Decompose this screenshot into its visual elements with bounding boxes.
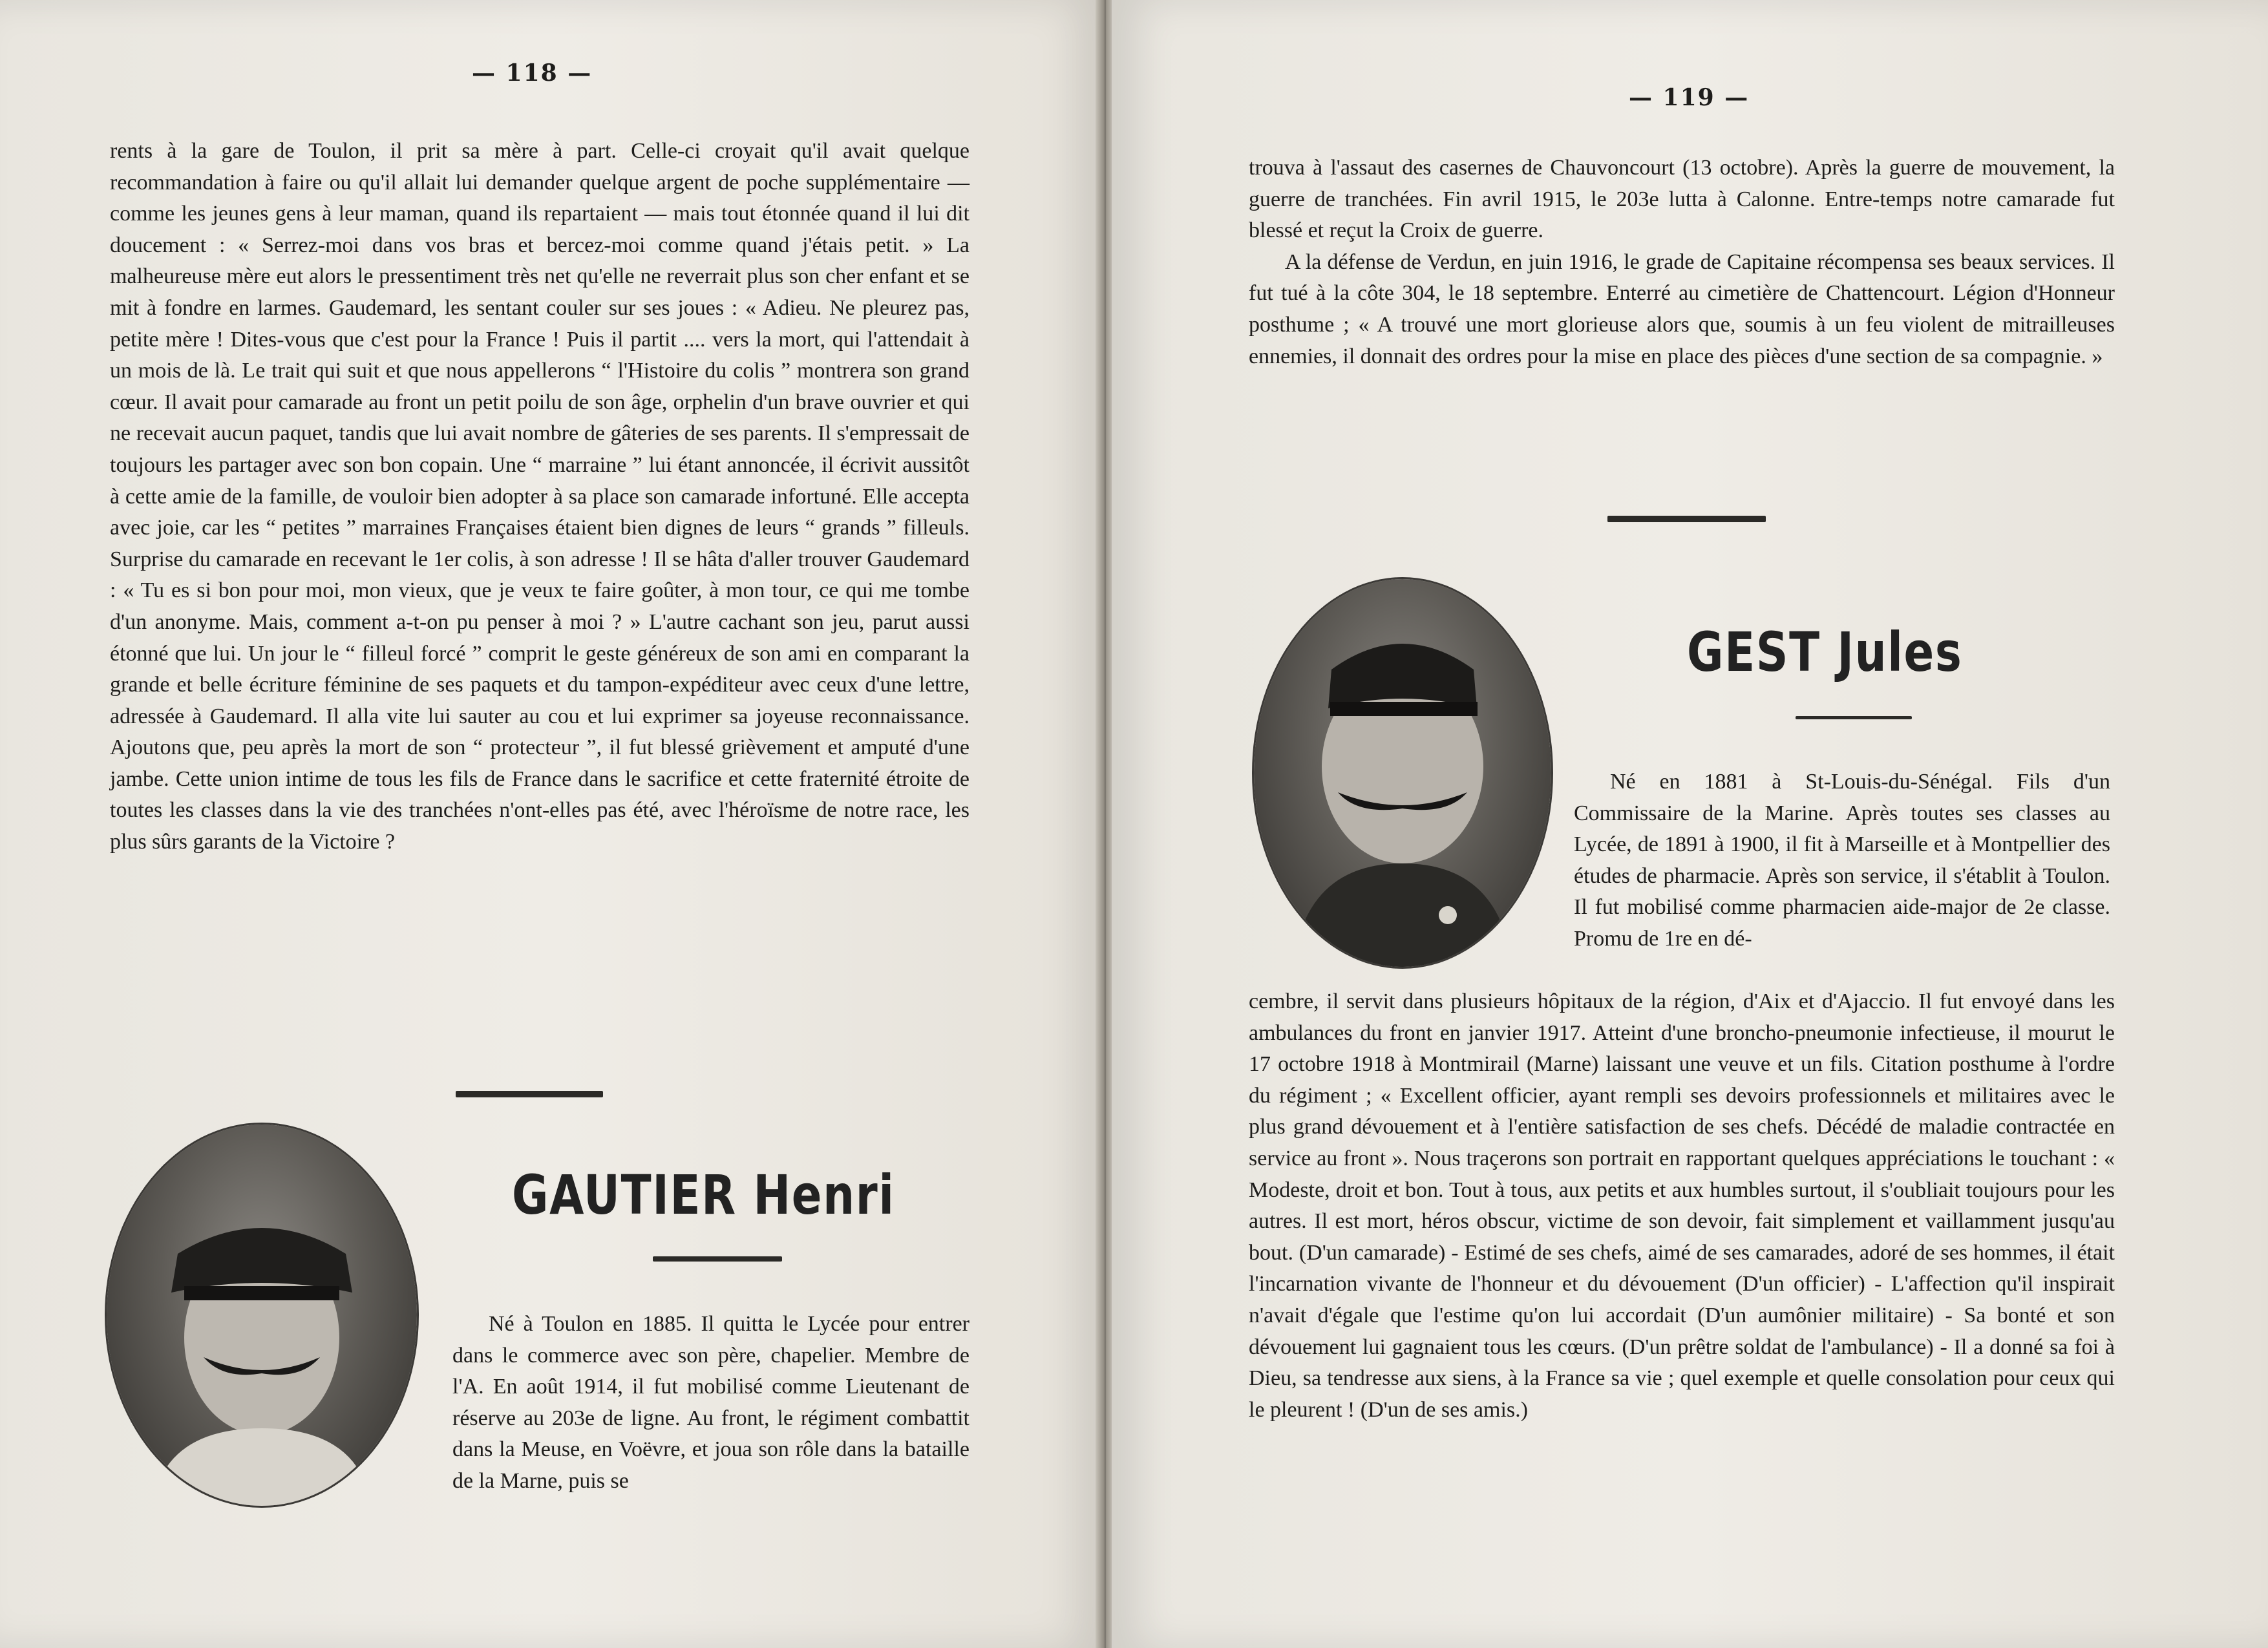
bio-gautier-henri — [452, 1309, 970, 1497]
portrait-gest-jules — [1254, 579, 1551, 967]
page-number-118: — 118 — — [472, 59, 593, 87]
left-page — [0, 0, 1102, 1648]
bio-paragraph: Né à Toulon en 1885. Il quitta le Lycée pour entrer dans le commerce avec son père, chapelier. Membre de l'A. En août 1914, il fut mobilisé comme Lieutenant de réserve au 203e de ligne. Au front, le régiment combattit dans la Meuse, en Voëvre, et joua son rôle dans la bataille de la Marne, puis se — [452, 1312, 970, 1493]
heading-underline — [653, 1256, 782, 1262]
right-page — [1112, 0, 2268, 1648]
continuation-paragraph: rents à la gare de Toulon, il prit sa mère à part. Celle-ci croyait qu'il avait quelque recommandation à faire ou qu'il allait lui demander quelque argent de poche supplémentaire — comme les jeunes gens à leur maman, quand ils repartaient — mais tout étonnée quand il lui dit doucement : « Serrez-moi dans vos bras et bercez-moi comme quand j'étais petit. » La malheureuse mère eut alors le pressentiment très net qu'elle ne reverrait plus son cher enfant et se mit à fondre en larmes. Gaudemard, les sentant couler sur ses joues : « Adieu. Ne pleurez pas, petite mère ! Dites-vous que c'est pour la France ! Puis il partit .... vers la mort, qui l'attendait à un mois de là. Le trait qui suit et que nous appellerons “ l'Histoire du colis ” montrera son grand cœur. Il avait pour camarade au front un petit poilu de son âge, orphelin d'un brave ouvrier et qui ne recevait aucun paquet, tandis que lui avait nombre de gâteries de ses parents. Il s'empressait de toujours les partager avec son bon copain. Une “ marraine ” lui étant annoncée, il écrivit aussitôt à cette amie de la famille, de vouloir bien adopter à sa place son camarade infortuné. Elle accepta avec joie, car les “ petites ” marraines Françaises étaient bien dignes de leurs “ grands ” filleuls. Surprise du camarade en recevant le 1er colis, à son adresse ! Il se hâta d'aller trouver Gaudemard : « Tu es si bon pour moi, mon vieux, que je veux te faire goûter, à mon tour, ce qui me tombe d'un anonyme. Mais, comment a-t-on pu penser à moi ? » L'autre cachant son jeu, parut aussi étonné que lui. Un jour le “ filleul forcé ” comprit le geste généreux de son ami en comparant la grande et belle écriture féminine de ses paquets et du tampon-expéditeur avec ceux d'une lettre, adressée à Gaudemard. Il alla vite lui sauter au cou et lui exprimer sa joyeuse reconnaissance. Ajoutons que, peu après la mort de son “ protecteur ”, il fut blessé grièvement et amputé d'une jambe. Cette union intime de tous les fils de France dans le sacrifice et cette fraternité étroite de toutes les classes dans la vie des tranchées n'ont-elles pas été, avec l'héroïsme de notre race, les plus sûrs garants de la Victoire ? — [110, 139, 970, 854]
left-continuation-text — [110, 136, 970, 858]
bio-paragraph-full: cembre, il servit dans plusieurs hôpitaux de la région, d'Aix et d'Ajaccio. Il fut envoyé dans les ambulances du front en janvier 1917. Atteint d'une broncho-pneumonie infectieuse, il mourut le 17 octobre 1918 à Montmirail (Marne) laissant une veuve et un fils. Citation posthume à l'ordre du régiment ; « Excellent officier, ayant rempli ses devoirs professionnels et militaires avec le plus grand dévouement et à l'entière satisfaction de ses chefs. Décédé de maladie contractée en service au front ». Nous traçerons son portrait en rapportant quelques appréciations le touchant : « Modeste, droit et bon. Tout à tous, aux petits et aux humbles surtout, il s'oubliait toujours pour les autres. Il est mort, héros obscur, victime de son devoir, fait simplement et vaillamment jusqu'au bout. (D'un camarade) - Estimé de ses chefs, aimé de ses camarades, adoré de ses hommes, il était l'incarnation vivante de l'honneur et du dévouement (D'un officier) - L'affection qu'il inspirait n'avait d'égale que l'estime qu'on lui accordait (D'un aumônier militaire) - Sa bonté et son dévouement lui gagnaient tous les cœurs. (D'un prêtre soldat de l'ambulance) - Il a donné sa foi à Dieu, sa tendresse aux siens, à la France sa vie ; quel exemple et quelle consolation pour ceux qui le pleurent ! (D'un de ses amis.) — [1249, 989, 2115, 1422]
portrait-image — [107, 1125, 417, 1506]
separator-rule — [1607, 516, 1766, 522]
bio-gest-jules-wrapped — [1574, 766, 2110, 955]
right-continuation-text — [1249, 153, 2115, 372]
heading-gautier-henri: GAUTIER Henri — [512, 1163, 895, 1227]
bio-gest-jules-full — [1249, 986, 2115, 1426]
heading-gest-jules: GEST Jules — [1687, 620, 1963, 684]
page-number-119: — 119 — — [1629, 84, 1750, 111]
heading-underline — [1796, 716, 1912, 719]
portrait-image — [1254, 579, 1551, 967]
separator-rule — [456, 1091, 603, 1097]
portrait-gautier-henri — [107, 1125, 417, 1506]
bio-paragraph-wrapped: Né en 1881 à St-Louis-du-Sénégal. Fils d'un Commissaire de la Marine. Après toutes ses classes au Lycée, de 1891 à 1900, il fit à Marseille et à Montpellier des études de pharmacie. Après son service, il s'établit à Toulon. Il fut mobilisé comme pharmacien aide-major de 2e classe. Promu de 1re en dé- — [1574, 770, 2110, 951]
continuation-paragraph-2: A la défense de Verdun, en juin 1916, le grade de Capitaine récompensa ses beaux services. Il fut tué à la côte 304, le 18 septembre. Enterré au cimetière de Chattencourt. Légion d'Honneur posthume ; « A trouvé une mort glorieuse alors que, soumis à un feu violent de mitrailleuses ennemies, il donnait des ordres pour la mise en place des pièces d'une section de sa compagnie. » — [1249, 249, 2115, 368]
continuation-paragraph-1: trouva à l'assaut des casernes de Chauvoncourt (13 octobre). Après la guerre de mouvement, la guerre de tranchées. Fin avril 1915, le 203e lutta à Calonne. Entre-temps notre camarade fut blessé et reçut la Croix de guerre. — [1249, 156, 2115, 243]
